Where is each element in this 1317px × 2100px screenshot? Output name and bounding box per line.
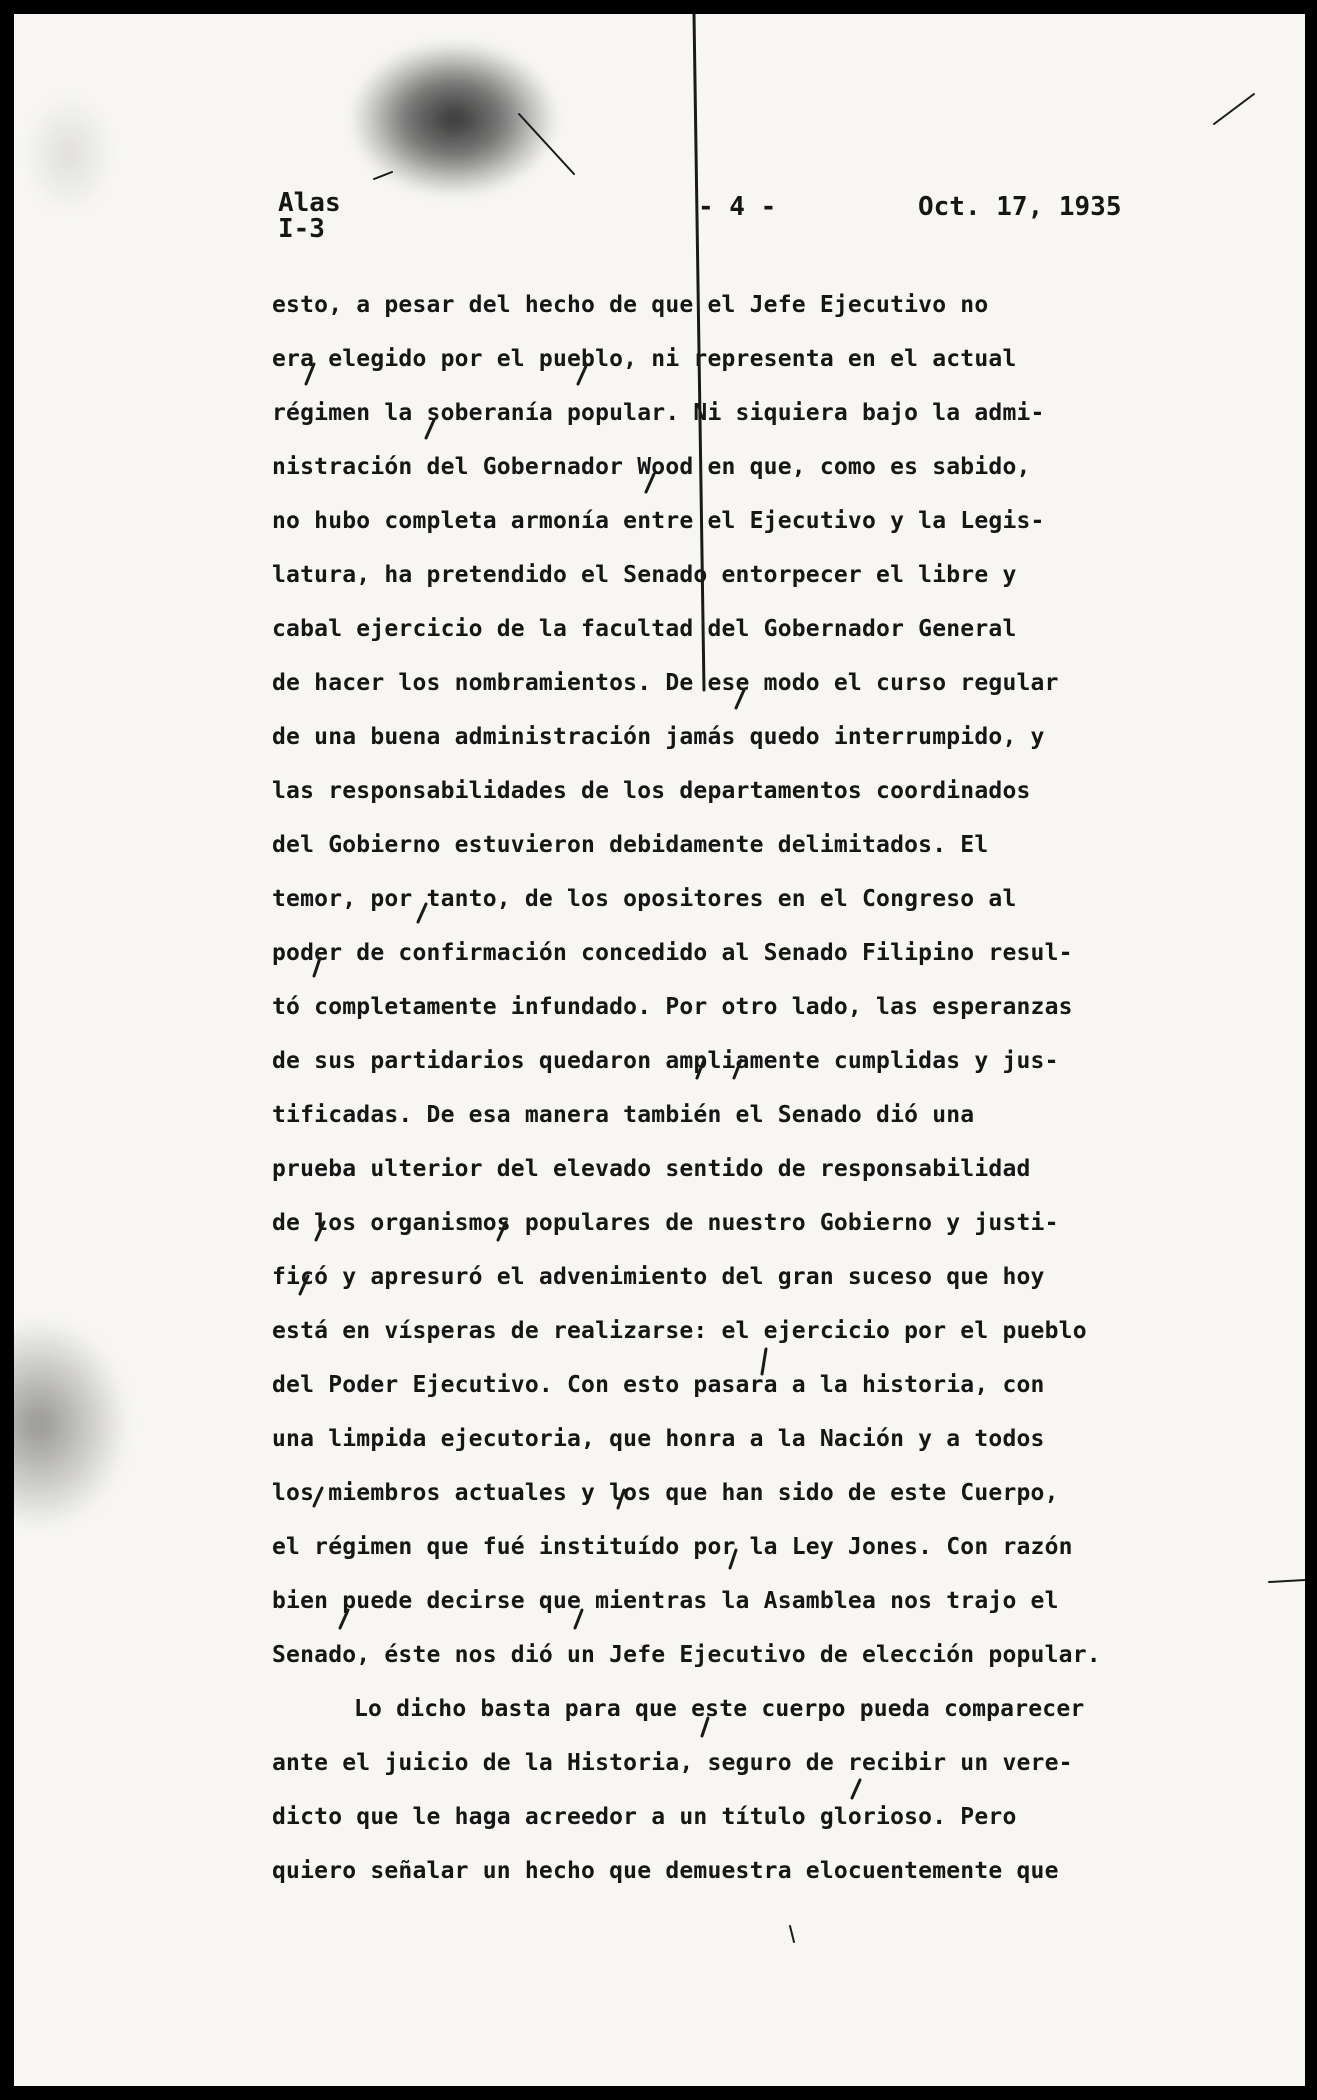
text-line: los miembros actuales y los que han sido de este Cuerpo, <box>272 1480 1059 1506</box>
pencil-stroke <box>519 114 574 174</box>
text-line: está en vísperas de realizarse: el ejercicio por el pueblo <box>272 1318 1087 1344</box>
pencil-stroke <box>1214 94 1254 124</box>
text-line: de hacer los nombramientos. De ese modo el curso regular <box>272 670 1059 696</box>
page-number: - 4 - <box>698 192 777 222</box>
typed-body <box>272 278 1222 1898</box>
paragraph-start-line: Lo dicho basta para que este cuerpo pueda comparecer <box>354 1696 1085 1722</box>
text-line: de sus partidarios quedaron ampliamente cumplidas y jus- <box>272 1048 1059 1074</box>
text-line: nistración del Gobernador Wood en que, como es sabido, <box>272 454 1031 480</box>
text-line: tificadas. De esa manera también el Senado dió una <box>272 1102 975 1128</box>
text-line: del Poder Ejecutivo. Con esto pasara a la historia, con <box>272 1372 1045 1398</box>
scan-shadow <box>24 94 114 214</box>
text-line: cabal ejercicio de la facultad del Gobernador General <box>272 616 1017 642</box>
text-line: de los organismos populares de nuestro Gobierno y justi- <box>272 1210 1059 1236</box>
text-line: tó completamente infundado. Por otro lado, las esperanzas <box>272 994 1073 1020</box>
text-line: las responsabilidades de los departamentos coordinados <box>272 778 1031 804</box>
text-line: régimen la soberanía popular. Ni siquiera bajo la admi- <box>272 400 1045 426</box>
text-line: no hubo completa armonía entre el Ejecutivo y la Legis- <box>272 508 1045 534</box>
header-author: Alas <box>278 188 341 218</box>
document-page <box>14 14 1305 2086</box>
pencil-stroke <box>1269 1580 1305 1582</box>
text-line: ante el juicio de la Historia, seguro de recibir un vere- <box>272 1750 1073 1776</box>
text-line: latura, ha pretendido el Senado entorpecer el libre y <box>272 562 1017 588</box>
text-line: una limpida ejecutoria, que honra a la Nación y a todos <box>272 1426 1045 1452</box>
pencil-stroke <box>790 1926 794 1942</box>
text-line: dicto que le haga acreedor a un título glorioso. Pero <box>272 1804 1017 1830</box>
text-line: del Gobierno estuvieron debidamente delimitados. El <box>272 832 989 858</box>
text-line: el régimen que fué instituído por la Ley Jones. Con razón <box>272 1534 1073 1560</box>
text-line: era elegido por el pueblo, ni representa en el actual <box>272 346 1017 372</box>
text-line: temor, por tanto, de los opositores en el Congreso al <box>272 886 1017 912</box>
header-code: I-3 <box>278 214 325 244</box>
ink-smudge-top <box>354 44 554 194</box>
text-line: bien puede decirse que mientras la Asamblea nos trajo el <box>272 1588 1059 1614</box>
text-line: ficó y apresuró el advenimiento del gran suceso que hoy <box>272 1264 1045 1290</box>
text-line: poder de confirmación concedido al Senado Filipino resul- <box>272 940 1073 966</box>
text-line: prueba ulterior del elevado sentido de responsabilidad <box>272 1156 1031 1182</box>
text-line: esto, a pesar del hecho de que el Jefe Ejecutivo no <box>272 292 989 318</box>
ink-smudge-left <box>14 1324 124 1524</box>
header-reference <box>278 190 398 242</box>
pencil-stroke <box>374 172 392 179</box>
text-line: Senado, éste nos dió un Jefe Ejecutivo de elección popular. <box>272 1642 1101 1668</box>
text-line: de una buena administración jamás quedo interrumpido, y <box>272 724 1045 750</box>
text-line: quiero señalar un hecho que demuestra elocuentemente que <box>272 1858 1059 1884</box>
header-date: Oct. 17, 1935 <box>918 192 1122 222</box>
